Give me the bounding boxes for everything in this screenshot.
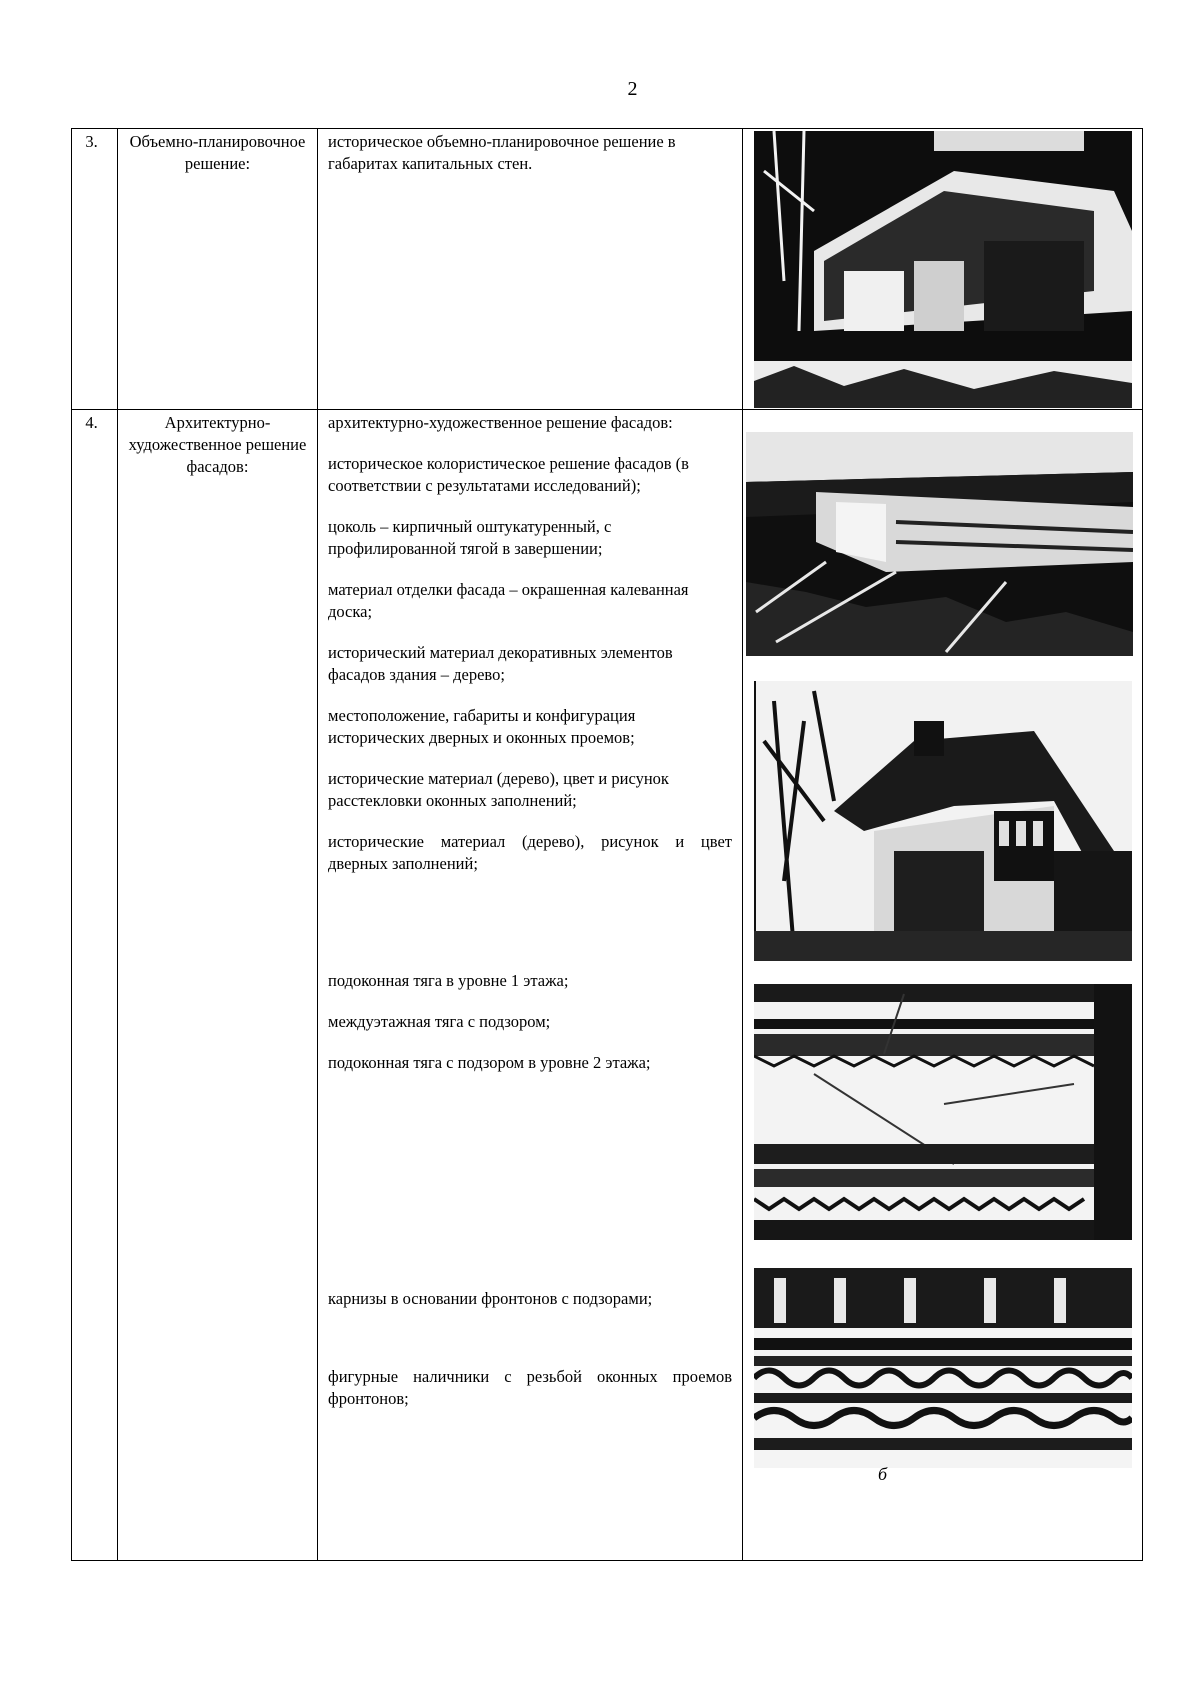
row-number: 3. xyxy=(85,132,98,151)
protection-subject-table xyxy=(71,128,1143,1561)
table-row xyxy=(72,410,1143,1561)
row-description: историческое объемно-планировочное решение в габаритах капитальных стен. xyxy=(328,132,676,173)
paragraph: историческое колористическое решение фасадов (в соответствии с результатами исследований); xyxy=(328,454,689,495)
paragraph: фигурные наличники с резьбой оконных проемов фронтонов; xyxy=(328,1367,732,1408)
paragraph: междуэтажная тяга с подзором; xyxy=(328,1012,551,1031)
paragraph: подоконная тяга в уровне 1 этажа; xyxy=(328,971,569,990)
paragraph: архитектурно-художественное решение фасадов: xyxy=(328,413,673,432)
row-title: Архитектурно-художественное решение фасадов: xyxy=(128,413,307,476)
paragraph: цоколь – кирпичный оштукатуренный, с профилированной тягой в завершении; xyxy=(328,517,612,558)
facade-belts-photo xyxy=(754,984,1132,1240)
paragraph: исторические материал (дерево), цвет и рисунок расстекловки оконных заполнений; xyxy=(328,769,669,810)
plinth-detail-photo xyxy=(746,432,1133,656)
carved-cornice-photo xyxy=(754,1268,1132,1468)
house-facade-photo xyxy=(754,681,1132,961)
paragraph: материал отделки фасада – окрашенная калеванная доска; xyxy=(328,580,689,621)
row-number: 4. xyxy=(85,413,98,432)
ruined-house-photo xyxy=(754,131,1132,408)
paragraph: подоконная тяга с подзором в уровне 2 этажа; xyxy=(328,1053,651,1072)
page-number: 2 xyxy=(627,78,638,100)
paragraph: исторические материал (дерево), рисунок и цвет дверных заполнений; xyxy=(328,832,732,873)
table-row xyxy=(72,129,1143,410)
photo-mark: б xyxy=(878,1464,888,1484)
paragraph: карнизы в основании фронтонов с подзорами; xyxy=(328,1289,653,1308)
paragraph: местоположение, габариты и конфигурация исторических дверных и оконных проемов; xyxy=(328,706,636,747)
row-title: Объемно-планировочное решение: xyxy=(129,132,306,173)
paragraph: исторический материал декоративных элементов фасадов здания – дерево; xyxy=(328,643,673,684)
